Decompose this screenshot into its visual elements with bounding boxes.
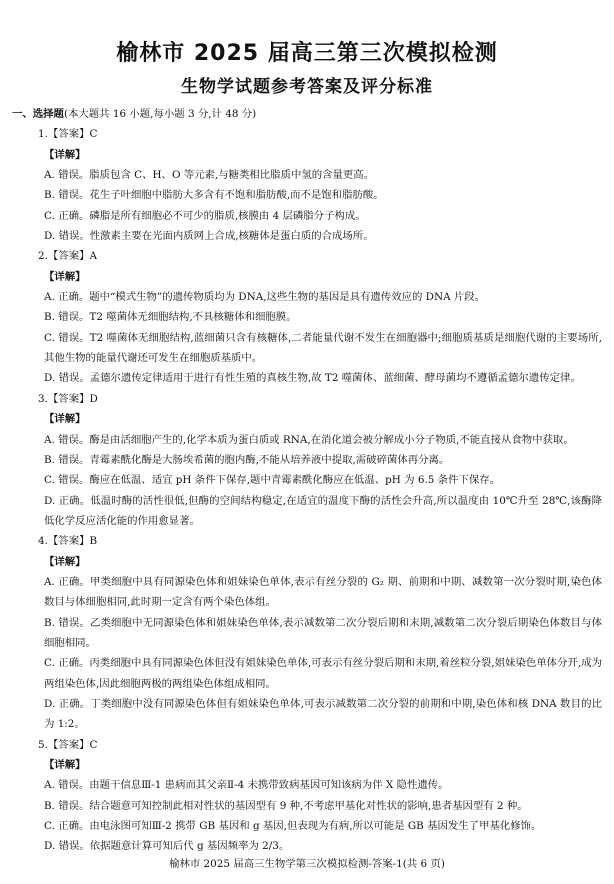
detail-label: 【详解】 — [44, 270, 86, 283]
answer-line: 3.【答案】D — [38, 392, 98, 405]
section-label: 一、选择题 — [12, 108, 64, 120]
explanation-a: A. 错误。酶是由活细胞产生的,化学本质为蛋白质或 RNA,在消化道会被分解成小分子物质,不能直接从食物中获取。 — [44, 433, 574, 446]
question-2 — [12, 246, 602, 388]
explanation-c: C. 正确。磷脂是所有细胞必不可少的脂质,核膜由 4 层磷脂分子构成。 — [44, 209, 366, 222]
document-subtitle: 生物学试题参考答案及评分标准 — [181, 77, 433, 97]
answer-line: 1.【答案】C — [38, 128, 98, 141]
explanation-b: B. 错误。结合题意可知控制此相对性状的基因型有 9 种,不考虑甲基化对性状的影响,患者基因型有 2 种。 — [44, 799, 528, 812]
explanation-b: B. 错误。T2 噬菌体无细胞结构,不具核糖体和细胞膜。 — [44, 311, 297, 324]
detail-label: 【详解】 — [44, 759, 86, 771]
section-heading — [12, 104, 602, 124]
explanation-d: D. 正确。丁类细胞中没有同源染色体但有姐妹染色单体,可表示减数第二次分裂的前期和中期,染色体和核 DNA 数目的比为 1:2。 — [44, 697, 602, 731]
explanation-a: A. 正确。题中“模式生物”的遗传物质均为 DNA,这些生物的基因是具有遗传效应的 DNA 片段。 — [44, 291, 486, 304]
explanation-d: D. 错误。依据题意计算可知后代 g 基因频率为 2/3。 — [44, 840, 290, 853]
question-4 — [12, 531, 602, 734]
detail-label: 【详解】 — [44, 413, 86, 426]
explanation-a: A. 错误。由题干信息Ⅲ-1 患病而其父亲Ⅱ-4 未携带致病基因可知该病为伴 X 隐性遗传。 — [44, 779, 449, 792]
question-3 — [12, 389, 602, 531]
explanation-d: D. 正确。低温时酶的活性很低,但酶的空间结构稳定,在适宜的温度下酶的活性会升高,所以温度由 10℃升至 28℃,该酶降低化学反应活化能的作用愈显著。 — [44, 494, 602, 527]
section-note: (本大题共 16 小题,每小题 3 分,计 48 分) — [63, 108, 257, 120]
explanation-b: B. 错误。青霉素酰化酶是大肠埃希菌的胞内酶,不能从培养液中提取,需破碎菌体再分离。 — [44, 453, 450, 466]
explanation-c: C. 错误。酶应在低温、适宜 pH 条件下保存,题中青霉素酰化酶应在低温、pH 为 6.5 条件下保存。 — [44, 474, 501, 487]
document-title: 榆林市 2025 届高三第三次模拟检测 — [116, 41, 498, 66]
answer-line: 4.【答案】B — [38, 535, 98, 548]
explanation-d: D. 错误。孟德尔遗传定律适用于进行有性生殖的真核生物,故 T2 噬菌体、蓝细菌、酵母菌均不遵循孟德尔遗传定律。 — [44, 372, 581, 385]
explanation-c: C. 正确。由电泳图可知Ⅲ-2 携带 GB 基因和 g 基因,但表现为有病,所以可能是 GB 基因发生了甲基化修饰。 — [44, 820, 542, 833]
detail-label: 【详解】 — [44, 555, 86, 568]
detail-label: 【详解】 — [44, 148, 86, 161]
explanation-a: A. 正确。甲类细胞中具有同源染色体和姐妹染色单体,表示有丝分裂的 G₂ 期、前期和中期、减数第一次分裂时期,染色体数目与体细胞相同,此时期一定含有两个染色体组。 — [44, 575, 602, 609]
question-1 — [12, 124, 602, 246]
answer-line: 2.【答案】A — [38, 250, 97, 263]
answer-content — [12, 104, 602, 857]
page-footer: 榆林市 2025 届高三生物学第三次模拟检测-答案-1(共 6 页) — [169, 858, 445, 870]
explanation-b: B. 错误。乙类细胞中无同源染色体和姐妹染色单体,表示减数第二次分裂后期和末期,减数第二次分裂后期染色体数目与体细胞相同。 — [44, 616, 602, 649]
answer-line: 5.【答案】C — [38, 738, 98, 751]
explanation-d: D. 错误。性激素主要在光面内质网上合成,核糖体是蛋白质的合成场所。 — [44, 230, 374, 243]
explanation-a: A. 错误。脂质包含 C、H、O 等元素,与糖类相比脂质中氢的含量更高。 — [44, 169, 375, 182]
explanation-c: C. 正确。丙类细胞中具有同源染色体但没有姐妹染色单体,可表示有丝分裂后期和末期,着丝粒分裂,姐妹染色单体分开,成为两组染色体,因此细胞两极的两组染色体组成相同。 — [44, 657, 602, 690]
explanation-c: C. 错误。T2 噬菌体无细胞结构,蓝细菌只含有核糖体,二者能量代谢不发生在细胞器中;细胞质基质是细胞代谢的主要场所,其他生物的能量代谢还可发生在细胞质基质中。 — [44, 331, 602, 365]
explanation-b: B. 错误。花生子叶细胞中脂肪大多含有不饱和脂肪酸,而不是饱和脂肪酸。 — [44, 189, 384, 202]
question-5 — [12, 735, 602, 857]
